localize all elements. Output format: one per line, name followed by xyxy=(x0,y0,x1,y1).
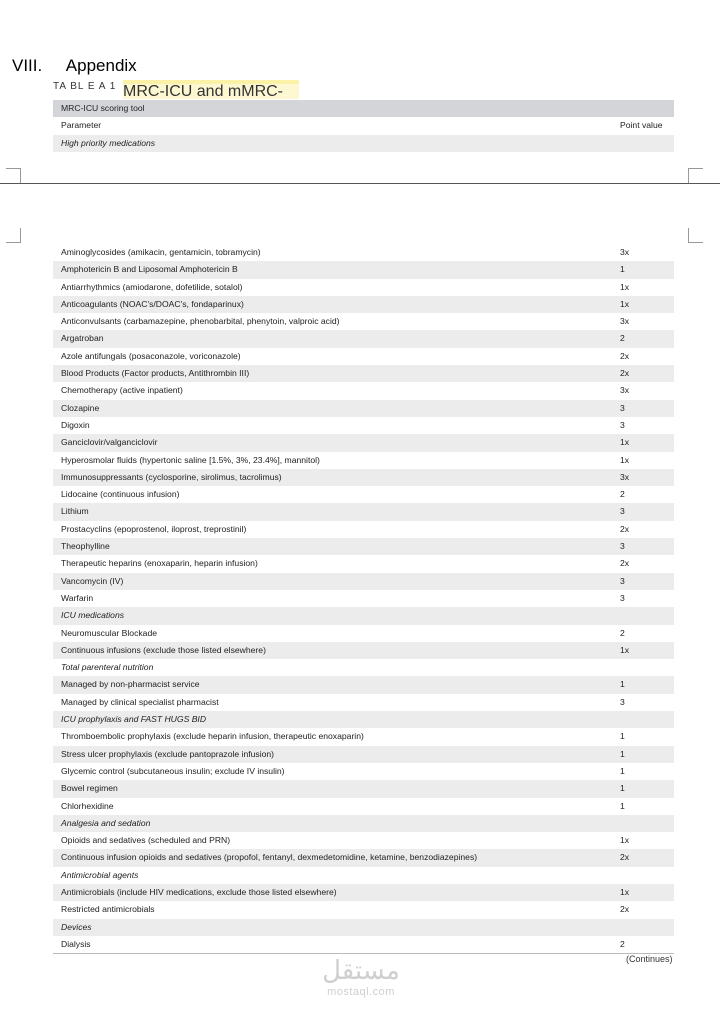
table-body xyxy=(53,244,674,954)
parameter-cell: Managed by non-pharmacist service xyxy=(61,679,200,690)
point-value-cell: 3 xyxy=(620,419,625,430)
point-value-cell: 1 xyxy=(620,264,625,275)
point-value-cell: 1 xyxy=(620,800,625,811)
parameter-cell: Therapeutic heparins (enoxaparin, heparin infusion) xyxy=(61,558,258,569)
crop-mark-bottom-right xyxy=(688,228,703,243)
parameter-cell: Vancomycin (IV) xyxy=(61,575,124,586)
point-value-cell: 3x xyxy=(620,471,630,482)
parameter-cell: Continuous infusion opioids and sedatives (propofol, fentanyl, dexmedetomidine, ketamine, benzodiazepines) xyxy=(61,852,478,863)
parameter-cell: Amphotericin B and Liposomal Amphotericin B xyxy=(61,264,238,275)
parameter-cell: Digoxin xyxy=(61,419,90,430)
point-value-cell: 2 xyxy=(620,489,625,500)
table-row xyxy=(53,884,674,901)
point-value-cell: 2 xyxy=(620,938,625,949)
group-header-row xyxy=(53,815,674,832)
parameter-cell: Antimicrobials (include HIV medications, exclude those listed elsewhere) xyxy=(61,886,337,897)
table-row xyxy=(53,676,674,693)
parameter-cell: Clozapine xyxy=(61,402,100,413)
watermark-logo: مستقل xyxy=(322,956,400,986)
parameter-cell: Anticoagulants (NOAC's/DOAC's, fondaparinux) xyxy=(61,298,244,309)
table-row xyxy=(53,503,674,520)
table-row xyxy=(53,936,674,953)
point-value-cell: 1x xyxy=(620,454,630,465)
crop-mark-top-right xyxy=(688,168,703,183)
table-row xyxy=(53,452,674,469)
group-header-label: Analgesia and sedation xyxy=(61,817,151,828)
column-header-row xyxy=(53,117,674,134)
table-row xyxy=(53,728,674,745)
parameter-cell: Neuromuscular Blockade xyxy=(61,627,158,638)
table-row xyxy=(53,521,674,538)
point-value-cell: 1 xyxy=(620,783,625,794)
table-row xyxy=(53,469,674,486)
table-caption-row xyxy=(53,100,674,117)
group-header-row xyxy=(53,659,674,676)
point-value-cell: 2 xyxy=(620,627,625,638)
point-value-cell: 3x xyxy=(620,316,630,327)
page-divider xyxy=(0,183,720,184)
table-caption: MRC-ICU scoring tool xyxy=(61,103,145,113)
watermark-url: mostaql.com xyxy=(327,986,395,998)
table-row xyxy=(53,901,674,918)
point-value-cell: 1 xyxy=(620,765,625,776)
point-value-cell: 3 xyxy=(620,541,625,552)
parameter-cell: Restricted antimicrobials xyxy=(61,904,155,915)
table-row xyxy=(53,365,674,382)
parameter-cell: Ganciclovir/valganciclovir xyxy=(61,437,158,448)
table-row xyxy=(53,798,674,815)
parameter-cell: Opioids and sedatives (scheduled and PRN) xyxy=(61,835,231,846)
point-value-cell: 2x xyxy=(620,368,630,379)
parameter-cell: Antiarrhythmics (amiodarone, dofetilide, sotalol) xyxy=(61,281,243,292)
table-row xyxy=(53,746,674,763)
point-value-cell: 2x xyxy=(620,523,630,534)
parameter-cell: Bowel regimen xyxy=(61,783,118,794)
point-value-cell: 3 xyxy=(620,592,625,603)
group-header-label: High priority medications xyxy=(61,137,156,148)
table-row xyxy=(53,330,674,347)
table-row xyxy=(53,849,674,866)
table-row xyxy=(53,538,674,555)
point-value-cell: 1x xyxy=(620,644,630,655)
page-break xyxy=(0,157,720,245)
parameter-cell: Thromboembolic prophylaxis (exclude heparin infusion, therapeutic enoxaparin) xyxy=(61,731,364,742)
continues-note: (Continues) xyxy=(626,954,673,964)
point-value-cell: 3x xyxy=(620,385,630,396)
column-header-point-value: Point value xyxy=(620,120,663,131)
table-row xyxy=(53,261,674,278)
column-header-parameter: Parameter xyxy=(61,120,102,131)
table-header xyxy=(53,100,674,152)
parameter-cell: Dialysis xyxy=(61,938,91,949)
parameter-cell: Managed by clinical specialist pharmacist xyxy=(61,696,219,707)
group-header-row xyxy=(53,135,674,152)
parameter-cell: Azole antifungals (posaconazole, voriconazole) xyxy=(61,350,241,361)
point-value-cell: 2x xyxy=(620,904,630,915)
parameter-cell: Lithium xyxy=(61,506,89,517)
parameter-cell: Anticonvulsants (carbamazepine, phenobarbital, phenytoin, valproic acid) xyxy=(61,316,340,327)
table-row xyxy=(53,763,674,780)
point-value-cell: 1 xyxy=(620,679,625,690)
point-value-cell: 1x xyxy=(620,886,630,897)
group-header-row xyxy=(53,867,674,884)
parameter-cell: Blood Products (Factor products, Antithrombin III) xyxy=(61,368,250,379)
parameter-cell: Continuous infusions (exclude those listed elsewhere) xyxy=(61,644,266,655)
group-header-label: Devices xyxy=(61,921,92,932)
table-row xyxy=(53,296,674,313)
parameter-cell: Immunosuppressants (cyclosporine, sirolimus, tacrolimus) xyxy=(61,471,282,482)
group-header-label: Antimicrobial agents xyxy=(61,869,139,880)
table-row xyxy=(53,832,674,849)
table-row xyxy=(53,694,674,711)
table-label: TA BL E A 1 xyxy=(53,81,117,92)
group-header-label: ICU medications xyxy=(61,610,125,621)
point-value-cell: 2x xyxy=(620,350,630,361)
section-heading xyxy=(12,56,137,76)
watermark xyxy=(313,956,409,998)
group-header-label: ICU prophylaxis and FAST HUGS BID xyxy=(61,714,207,725)
point-value-cell: 2x xyxy=(620,558,630,569)
point-value-cell: 3 xyxy=(620,506,625,517)
parameter-cell: Lidocaine (continuous infusion) xyxy=(61,489,180,500)
point-value-cell: 3 xyxy=(620,575,625,586)
table-row xyxy=(53,417,674,434)
table-row xyxy=(53,573,674,590)
point-value-cell: 2 xyxy=(620,333,625,344)
table-row xyxy=(53,434,674,451)
group-header-label: Total parenteral nutrition xyxy=(61,662,154,673)
point-value-cell: 1x xyxy=(620,437,630,448)
point-value-cell: 1x xyxy=(620,281,630,292)
table-row xyxy=(53,780,674,797)
table-row xyxy=(53,382,674,399)
group-header-row xyxy=(53,919,674,936)
table-row xyxy=(53,348,674,365)
table-row xyxy=(53,486,674,503)
parameter-cell: Stress ulcer prophylaxis (exclude pantoprazole infusion) xyxy=(61,748,275,759)
point-value-cell: 3x xyxy=(620,247,630,257)
table-row xyxy=(53,642,674,659)
point-value-cell: 1x xyxy=(620,835,630,846)
point-value-cell: 3 xyxy=(620,402,625,413)
table-row xyxy=(53,313,674,330)
point-value-cell: 1 xyxy=(620,748,625,759)
table-row xyxy=(53,590,674,607)
crop-mark-top-left xyxy=(6,168,21,183)
point-value-cell: 1 xyxy=(620,731,625,742)
table-row xyxy=(53,400,674,417)
point-value-cell: 2x xyxy=(620,852,630,863)
table-row xyxy=(53,555,674,572)
parameter-cell: Argatroban xyxy=(61,333,104,344)
section-title: Appendix xyxy=(65,56,137,75)
group-header-row xyxy=(53,607,674,624)
parameter-cell: Aminoglycosides (amikacin, gentamicin, tobramycin) xyxy=(61,247,261,257)
table-row xyxy=(53,625,674,642)
parameter-cell: Hyperosmolar fluids (hypertonic saline [1.5%, 3%, 23.4%], mannitol) xyxy=(61,454,320,465)
parameter-cell: Warfarin xyxy=(61,592,94,603)
point-value-cell: 3 xyxy=(620,696,625,707)
table-row xyxy=(53,279,674,296)
parameter-cell: Theophylline xyxy=(61,541,110,552)
table-row xyxy=(53,244,674,261)
parameter-cell: Glycemic control (subcutaneous insulin; exclude IV insulin) xyxy=(61,765,285,776)
crop-mark-bottom-left xyxy=(6,228,21,243)
parameter-cell: Chemotherapy (active inpatient) xyxy=(61,385,183,396)
group-header-row xyxy=(53,711,674,728)
parameter-cell: Chlorhexidine xyxy=(61,800,114,811)
table-title: MRC-ICU and mMRC- xyxy=(123,80,299,99)
parameter-cell: Prostacyclins (epoprostenol, iloprost, treprostinil) xyxy=(61,523,247,534)
section-number: VIII. xyxy=(12,56,43,75)
point-value-cell: 1x xyxy=(620,298,630,309)
